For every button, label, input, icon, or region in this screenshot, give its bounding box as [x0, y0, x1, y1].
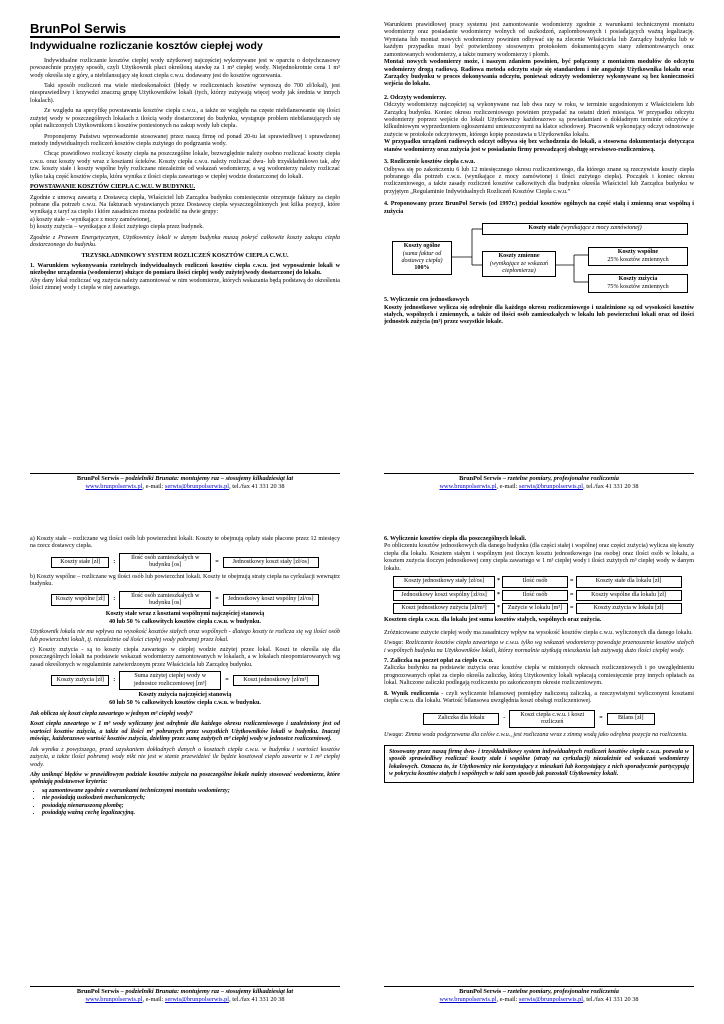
footer-rule	[384, 986, 694, 987]
email-label: , e-mail:	[142, 482, 166, 490]
paragraph: Zgodnie z umową zawartą z Dostawcą ciepła, Właściciel lub Zarządca budynku comiesięcznie otrzymuje faktury za ciepło pobrane dla potrzeb c.w.u. Na fakturach wystawianych przez Dostawcę ciepła wyszczególnionych jest kilka pozycji, które wynikają z taryf za ciepło i które zasadniczo można podzielić na dwie grupy:	[30, 194, 340, 216]
formula-fixed	[30, 553, 340, 572]
equals-sign: =	[215, 558, 219, 565]
paragraph: Zaliczka budynku na podstawie zużycia oraz kosztów ciepła w minionych okresach rozliczeniowych i po uwzględnieniu prognozowanych opłat za ciepło określa zaliczkę, którą Użytkownicy lokali wpłacają comiesięcznie przy innych opłatach za lokal. Naliczone zaliczki podlegają rozliczeniu po zakończonym okresie rozliczeniowym.	[384, 665, 694, 687]
section-heading: POWSTAWANIE KOSZTÓW CIEPŁA C.W.U. W BUDYNKU.	[30, 184, 196, 191]
point-7-title: 7. Zaliczka na poczet opłat za ciepło c.w.u.	[384, 658, 494, 665]
footer-slogan: – rzetelne pomiary, profesjonalne rozliczenia	[501, 988, 619, 995]
point-1-title: 1. Warunkiem wykonywania rzetelnych indywidualnych rozliczeń kosztów ciepła c.w.u. jest wyposażenie lokali w niezbędne urządzenia (wodomierze) służące do pomiaru ilości ciepłej wody zużytej/wody dostarczonej do lokalu.	[30, 262, 340, 277]
point-5-title: 5. Wyliczenie cen jednostkowych	[384, 297, 469, 304]
point-3-title: 3. Rozliczenie kosztów ciepła c.w.u.	[384, 159, 476, 166]
equals-sign: =	[570, 578, 574, 585]
formula-box: Koszt jednostkowy [zł/m³]	[233, 675, 319, 686]
fixed-costs-subtitle: (wynikające z mocy zamówionej)	[561, 225, 642, 232]
table-row	[392, 575, 683, 588]
point-6-title: 6. Wyliczenie kosztów ciepła dla poszczególnych lokali.	[384, 536, 527, 542]
unit-cost-table	[392, 575, 683, 615]
formula-box: Koszty stałe [zł]	[51, 557, 109, 568]
email-link[interactable]: serwis@brunpolserwis.pl	[165, 482, 230, 490]
paragraph: Warunkiem prawidłowej pracy systemu jest zamontowanie wodomierzy zgodnie z warunkami technicznymi montażu wodomierzy oraz posiadanie wodomierzy wolnych od uszkodzeń, zaplombowanych i posiadających ważną legalizację. Wymiana lub montaż nowych wodomierzy powinien odbywać się na zlecenie Właściciela lub Zarządcy budynku lub w każdym przypadku musi być potwierdzony stosownym protokołem dokumentującym stany zdemontowanych oraz zamontowanych wodomierzy, a także numery wodomierzy i plomb.	[384, 22, 694, 58]
paragraph-bold: Koszty jednostkowe wylicza się odrębnie dla każdego okresu rozliczeniowego i uzależnione są od wysokości kosztów stałych, wspólnych i zmiennych, a także od ilości osób zamieszkałych w lokalu lub powierzchni lokali oraz od ilości jednostek zużycia (m³) przez wszystkie lokale.	[384, 304, 694, 326]
paragraph: Zróżnicowane zużycie ciepłej wody ma zasadniczy wpływ na wysokość kosztów ciepła c.w.u. wyliczonych dla danego lokalu.	[384, 629, 693, 636]
divide-sign: :	[113, 558, 116, 565]
fixed-costs-title: Koszty stałe	[528, 225, 560, 232]
minus-sign: -	[503, 715, 506, 722]
footer-slogan: – podzielniki Brunata: montujemy raz – stosujemy kilkadziesiąt lat	[119, 988, 294, 995]
phone-text: , tel./fax 41 331 20 38	[229, 482, 285, 490]
footer-right	[384, 986, 694, 1004]
formula-box: Koszty zużycia [zł]	[51, 675, 109, 686]
usage-costs-box	[588, 274, 688, 293]
divide-sign: :	[113, 677, 116, 684]
fixed-costs-box	[482, 223, 688, 234]
page1-left-column	[30, 22, 340, 296]
email-label: , e-mail:	[496, 482, 520, 490]
paragraph-note: Uwaga: Zimna woda podgrzewana dla celów c.w.u., jest rozliczana wraz z zimną wodą jako odrębna pozycja na rozliczeniu.	[384, 732, 688, 739]
footer-slogan: – podzielniki Brunata: montujemy raz – stosujemy kilkadziesiąt lat	[119, 475, 294, 482]
footer-tagline	[30, 988, 340, 996]
cost-split-diagram	[384, 219, 694, 295]
paragraph: Taki sposób rozliczeń ma wiele niedoskonałości (błędy w rozliczeniach kosztów wynoszą do 700 zł/lokal), jest niesprawiedliwy i krzywdzi znaczną grupę Użytkowników lokali (tych, którzy zużywają więcej wody jak średnia w innych lokalach).	[30, 83, 340, 104]
footer-brand: BrunPol Serwis	[76, 475, 120, 482]
multiply-sign: *	[497, 578, 501, 585]
footer-right	[384, 473, 694, 491]
formula-box: Jednostkowy koszt wspólny [zł/os]	[223, 594, 319, 605]
page2-right-column	[384, 536, 694, 783]
paragraph: Chcąc prawidłowo rozliczyć koszty ciepła na poszczególne lokale, bezwzględnie należy osobno rozliczać koszty ciepła c.w.u. oraz koszty wody wraz z kosztami ścieków. Koszty ciepła c.w.u. należy rozliczać dwu- lub trzyskładnikowo tak, aby tzw. koszty stałe i koszty wspólne były rozliczane niezależnie od wskazań wodomierzy, a wg wodomierzy należy rozliczać tylko taką część kosztów ciepła, która wynika z ilości ciepła zawartego w ciepłej wodzie dostarczonej do lokali.	[30, 151, 340, 180]
footer-rule	[30, 986, 340, 987]
criteria-heading: Aby uniknąć błędów w prawidłowym podziale kosztów zużycia na poszczególne lokale należy stosować wodomierze, które spełniają podstawowe kryteria:	[30, 771, 340, 786]
point-2-title: 2. Odczyty wodomierzy.	[384, 94, 447, 101]
paragraph: c) Koszty zużycia - są to koszty ciepła zawartego w ciepłej wodzie zużytej przez lokal. Koszt te określa się dla poszczególnych lokali na podstawie wskazań wodomierzy zamontowanych w lokalach, a w lokalach nieopomiarowanych wg zasad określonych w regulaminie zatwierdzonym przez Właściciela lub Zarządcę budynku.	[30, 647, 340, 668]
phone-text: , tel./fax 41 331 20 38	[583, 995, 639, 1003]
page1-right-column	[384, 22, 694, 330]
page-title: Indywidualne rozliczanie kosztów ciepłej wody	[30, 40, 263, 52]
formula-balance	[384, 710, 694, 729]
equals-sign: =	[225, 677, 229, 684]
footer-tagline	[384, 988, 694, 996]
footer-contact	[30, 483, 340, 491]
formula-usage	[30, 671, 340, 690]
point-4-title: 4. Proponowany przez BrunPol Serwis (od 1997r.) podział kosztów ogólnych na część stałą i zmienną oraz wspólną i zużycia	[384, 201, 694, 215]
page-2	[0, 512, 724, 1024]
website-link[interactable]: www.brunpolserwis.pl	[439, 995, 497, 1003]
phone-text: , tel./fax 41 331 20 38	[583, 482, 639, 490]
footer-tagline	[384, 475, 694, 483]
formula-box: Jednostkowy koszt stały [zł/os]	[223, 557, 319, 568]
multiply-sign: *	[497, 604, 501, 611]
paragraph-note: Uwaga: Rozliczanie kosztów ciepła zawartego w c.w.u. tylko wg wskazań wodomierzy powoduje przenoszenie kosztów stałych i wspólnych budynku na Użytkowników lokali, którzy normalnie użytkują mieszkania lub zużywają dużo ilości ciepłej wody.	[384, 640, 694, 654]
email-link[interactable]: serwis@brunpolserwis.pl	[519, 995, 584, 1003]
point-8-paragraph	[384, 691, 694, 706]
list-item: • posiadają nienaruszoną plombę;	[42, 803, 340, 810]
footer-rule	[30, 473, 340, 474]
formula-caption: Koszty stałe wraz z kosztami wspólnymi najczęściej stanowią	[105, 611, 265, 618]
footer-brand: BrunPol Serwis	[459, 988, 502, 995]
equals-sign: =	[599, 715, 603, 722]
multiply-sign: *	[497, 591, 501, 598]
formula-caption: 40 lub 50 % całkowitych kosztów ciepła c.w.u. w budynku.	[109, 618, 261, 625]
section-heading: TRZYSKŁADNIKOWY SYSTEM ROZLICZEŃ KOSZTÓW CIEPŁA C.W.U.	[81, 252, 289, 259]
table-cell: Ilość osób	[502, 590, 568, 601]
paragraph: Po obliczeniu kosztów jednostkowych dla danego budynku (dla części stałej i wspólnej oraz części zużycia) wylicza się koszty ciepła dla lokalu. Kosztem stałym i wspólnym jest iloczyn kosztu jednostkowego (na osobę) oraz ilości osób w lokalu, a kosztem zużycia iloczyn jednostkowej ceny ciepła zawartego w 1 m³ ciepłej wody i ilości zużytych m³ ciepłej wody w danym lokalu.	[384, 543, 694, 572]
paragraph-note: Użytkownik lokalu nie ma wpływu na wysokość kosztów stałych oraz wspólnych - dlatego koszty te rozlicza się wg ilości osób lub powierzchni lokali, tj. niezależnie od ilości ciepłej wody pobranej przez lokal.	[30, 629, 340, 643]
common-costs-title: Koszty wspólne	[617, 249, 659, 256]
formula-box: Koszt ciepła c.w.u. i koszt rozliczeń	[509, 710, 595, 729]
formula-box: Zaliczka dla lokalu	[423, 713, 499, 724]
paragraph-bold: Koszt ciepła zawartego w 1 m³ wody wyliczany jest odrębnie dla każdego okresu rozliczeniowego i uzależniony jest od wartości kosztów zużycia, a także od ilości m³ pobranych przez wszystkich Użytkowników lokali w budynku. Inaczej mówiąc, każdorazowo wartość kosztów zużycia, dzielimy przez sumę zużytych m³ ciepłej wody w jednostce rozliczeniowej.	[30, 721, 340, 743]
header-rule	[30, 36, 340, 38]
table-cell: Zużycie w lokalu [m³]	[502, 603, 568, 614]
table-cell: Koszty jednostkowy stały [zł/os]	[393, 576, 495, 587]
table-cell: Koszt jednostkowy zużycia [zł/m³]	[393, 603, 495, 614]
table-cell: Koszty zużycia w lokalu [zł]	[576, 603, 682, 614]
equals-sign: =	[570, 604, 574, 611]
variable-costs-subtitle: (wynikające ze wskazań ciepłomierza)	[489, 260, 549, 274]
formula-box: Ilość osób zamieszkałych w budynku [os]	[119, 553, 211, 572]
footer-slogan: – rzetelne pomiary, profesjonalne rozliczenia	[501, 475, 619, 482]
table-row	[392, 602, 683, 615]
list-item: • posiadają ważną cechę legalizacyjną.	[42, 810, 340, 817]
equals-sign: =	[215, 596, 219, 603]
email-link[interactable]: serwis@brunpolserwis.pl	[165, 995, 230, 1003]
email-label: , e-mail:	[142, 995, 166, 1003]
paragraph-bold: W przypadku urządzeń radiowych odczyt odbywa się bez wchodzenia do lokali, a stosowna dokumentacja dotycząca stanów wodomierzy oraz zużycia jest w posiadaniu firmy prowadzącej obsługę serwisowo-rozliczeniową.	[384, 139, 694, 153]
point-8-text: - czyli wyliczenie bilansowej pomiędzy naliczoną zaliczką, a rzeczywistymi wyliczonymi kosztami ciepła c.w.u. dla lokalu. Wartość bilansowa uwzględnia koszt obsługi rozliczeniowej.	[384, 690, 694, 705]
paragraph: b) Koszty wspólne – rozliczane wg ilości osób lub powierzchni lokali. Koszty te obejmują straty ciepła na cyrkulacji wewnątrz budynku.	[30, 573, 340, 588]
paragraph-bold: Montaż nowych wodomierzy może, i naszym zdaniem powinien, być połączony z montażem modułów do odczytu wodomierzy drogą radiową. Radiowa metoda odczytu staje się standardem i nie angażuje Użytkownika lokalu oraz Zarządcy budynku w proces dokonywania odczytu, ponieważ odczyty wodomierzy wykonywane są bez konieczności wejścia do lokalu.	[384, 59, 694, 88]
table-cell: Koszty wspólne dla lokalu [zł]	[576, 590, 682, 601]
criteria-list	[42, 788, 340, 818]
paragraph: a) Koszty stałe – rozliczane wg ilości osób lub powierzchni lokali. Koszty te obejmują opłaty stałe płacone przez 12 miesięcy na rzecz dostawcy ciepła.	[30, 536, 340, 550]
list-item: b) koszty zużycia – wynikające z ilości zużytego ciepła przez budynek.	[30, 224, 204, 231]
paragraph: Aby dany lokal rozliczać wg zużycia należy zamontować w nim wodomierze, których wskazania będą podstawą do określenia ilości zimnej wody i ciepła w niej zawartego.	[30, 277, 340, 292]
paragraph: Proponujemy Państwu wprowadzenie stosowanej przez naszą firmę od ponad 20-tu lat sprawiedliwej i sprawdzonej metody indywidualnych rozliczeń kosztów ciepła zużytego do podgrzania wody.	[30, 133, 340, 148]
variable-costs-title: Koszty zmienne	[498, 253, 540, 260]
closing-note-box: Stosowany przez naszą firmę dwu- i trzyskładnikowy system indywidualnych rozliczeń kosztów ciepła c.w.u. pozwala w sposób sprawiedliwy rozliczać koszty stałe i wspólne (straty na cyrkulacji) niezależnie od wskazań wodomierzy lokalowych. Oznacza to, że Użytkownicy nie korzystający z mieszkań lub korzystający z nich sporadycznie partycypują w pokryciu kosztów stałych i wspólnych w taki sam sposób jak pozostali Użytkownicy lokali.	[384, 745, 694, 783]
formula-common	[30, 591, 340, 610]
formula-box: Koszty wspólne [zł]	[51, 594, 109, 605]
footer-left	[30, 473, 340, 491]
email-link[interactable]: serwis@brunpolserwis.pl	[519, 482, 584, 490]
phone-text: , tel./fax 41 331 20 38	[229, 995, 285, 1003]
website-link[interactable]: www.brunpolserwis.pl	[85, 995, 143, 1003]
table-caption: Kosztem ciepła c.w.u. dla lokalu jest suma kosztów stałych, wspólnych oraz zużycia.	[384, 617, 602, 624]
variable-costs-box	[482, 251, 556, 277]
formula-box: Suma zużytej ciepłej wody w jednostce rozliczeniowej [m³]	[119, 671, 221, 690]
table-row	[392, 589, 683, 602]
footer-left	[30, 986, 340, 1004]
formula-caption: Koszty zużycia najczęściej stanowią	[138, 692, 232, 699]
paragraph-note: Zgodnie z Prawem Energetycznym, Użytkownicy lokali w danym budynku muszą pokryć całkowite koszty zakupu ciepła dostarczonego do budynku.	[30, 234, 340, 249]
brand-logo: BrunPol Serwis	[30, 21, 127, 36]
paragraph: Ze względu na specyfikę powstawania kosztów ciepła c.w.u., a także ze względu na częste niebilansowanie się ilości zużytej wody w poszczególnych lokalach z ilością wody dostarczonej do budynku, wystąpuje problem niebilansujących się opłat naliczonych Użytkownikom i kosztów poniesionych na zakup wody lub ciepła.	[30, 108, 340, 130]
table-cell: Koszty stałe dla lokalu [zł]	[576, 576, 682, 587]
formula-box: Bilans [zł]	[607, 713, 655, 724]
footer-contact	[384, 483, 694, 491]
table-cell: Ilość osób	[502, 576, 568, 587]
list-item: a) koszty stałe – wynikające z mocy zamówionej,	[30, 216, 151, 223]
footer-rule	[384, 473, 694, 474]
paragraph: Indywidualne rozliczanie kosztów ciepłej wody użytkowej najczęściej wykonywane jest w oparciu o dotychczasowy powszechnie przyjęty sposób, czyli Użytkownik płaci określoną stawkę za 1 m³ ciepłej wody. Niejednokrotnie cena 1 m³ wody określa się z góry, a niebilansujący się koszt ciepła c.w.u. dodawany jest do kosztów ogrzewania.	[30, 57, 340, 79]
paragraph: Odbywa się po zakończeniu 6 lub 12 miesięcznego okresu rozliczeniowego, dla którego znane są rzeczywiste koszty ciepła pobranego dla potrzeb c.w.u. (wynikające z mocy zamówionej i ilości zużytego ciepła). Początek i koniec okresu rozliczeniowego, a także zasady rozliczeń kosztów całkowitych dla budynku określa Właściciel lub Zarządca budynku w przyjętym „Regulaminie Indywidualnych Rozliczeń Kosztów Ciepła c.w.u.”	[384, 166, 694, 195]
website-link[interactable]: www.brunpolserwis.pl	[85, 482, 143, 490]
footer-tagline	[30, 475, 340, 483]
email-label: , e-mail:	[496, 995, 520, 1003]
usage-costs-subtitle: 75% kosztów zmiennych	[607, 283, 669, 290]
list-item: • są zamontowane zgodnie z warunkami technicznymi montażu wodomierzy;	[42, 788, 340, 795]
footer-brand: BrunPol Serwis	[459, 475, 502, 482]
question-heading: Jak oblicza się koszt ciepła zawartego w jednym m³ ciepłej wody?	[30, 711, 193, 718]
divide-sign: :	[113, 596, 116, 603]
total-costs-percent: 100%	[414, 265, 430, 272]
point-8-title: 8. Wynik rozliczenia	[384, 690, 439, 697]
formula-caption: 60 lub 50 % całkowitych kosztów ciepła c.w.u. w budynku.	[109, 699, 261, 706]
total-costs-subtitle: (suma faktur od dostawcy ciepła)	[401, 250, 443, 264]
paragraph: Odczyty wodomierzy najczęściej są wykonywane raz lub dwa razy w roku, w terminie uzgodnionym z Właścicielem lub Zarządcą budynku. Koniec okresu rozliczeniowego powinien przypadać na ostatni dzień miesiąca. W przypadku odczytu wodomierzy poprzez wejście do lokali Użytkownicy każdorazowo są powiadamiani o dokładnym terminie odczytów z kilkudniowym wyprzedzeniem ogłoszeniami umieszczonymi na klatce schodowej. Pracownik wykonujący odczyt odnotowuje zużycie w protokole odczytowym, którego kopię pozostawia u Użytkownika lokalu.	[384, 102, 694, 138]
total-costs-title: Koszty ogólne	[403, 243, 441, 250]
list-item: • nie posiadają uszkodzeń mechanicznych;	[42, 795, 340, 802]
formula-box: Ilość osób zamieszkałych w budynku [os]	[119, 591, 211, 610]
footer-brand: BrunPol Serwis	[76, 988, 120, 995]
table-cell: Jednostkowy koszt wspólny [zł/os]	[393, 590, 495, 601]
footer-contact	[30, 996, 340, 1004]
website-link[interactable]: www.brunpolserwis.pl	[439, 482, 497, 490]
common-costs-box	[588, 247, 688, 266]
equals-sign: =	[570, 591, 574, 598]
paragraph-note: Jak wynika z powyższego, przed uzyskaniem dokładnych danych o kosztach ciepła c.w.u. w budynku i wartości kosztów zużycia, a także ilości pobranej wody nikt nie jest w stanie przewidzieć ile będzie kosztował ciepło zawarte w 1 m³ ciepłej wody.	[30, 746, 340, 768]
common-costs-subtitle: 25% kosztów zmiennych	[607, 256, 669, 263]
usage-costs-title: Koszty zużycia	[618, 276, 658, 283]
total-costs-box	[392, 241, 452, 275]
footer-contact	[384, 996, 694, 1004]
page2-left-column	[30, 536, 340, 821]
